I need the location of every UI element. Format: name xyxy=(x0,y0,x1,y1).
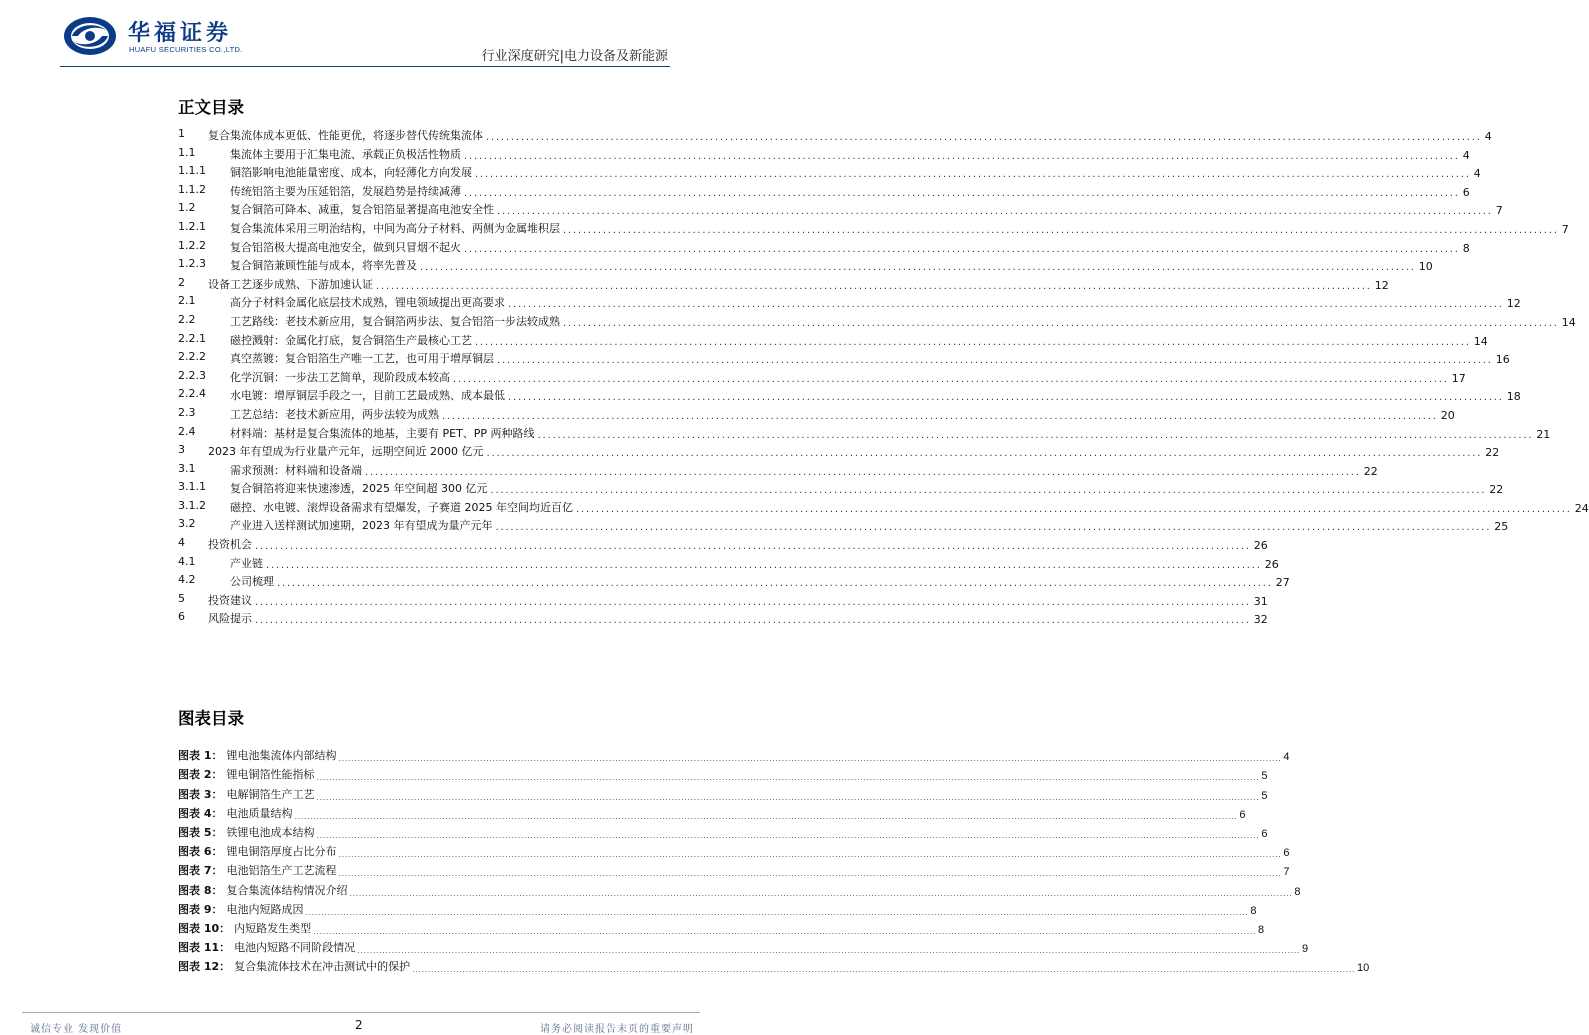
figure-entry-page: 8 xyxy=(1258,923,1265,936)
dot-leader: ............................................................................................................................................................................................................................................................................................................ xyxy=(316,773,1260,783)
dot-leader: ............................................................................................................................................................................................................................................................................................................ xyxy=(305,907,1249,917)
figure-list-heading: 图表目录 xyxy=(178,709,244,728)
dot-leader: ............................................................................................................................................................................................................................................................................................................ xyxy=(338,754,1282,764)
toc-entry-number: 4 xyxy=(178,536,185,550)
toc-entry-number: 2 xyxy=(178,275,185,289)
toc-entry-page: 7 xyxy=(1495,204,1503,218)
dot-leader: ........................................................................................................................................................................................................ xyxy=(464,187,1460,199)
toc-entry-number: 2.1 xyxy=(178,294,196,308)
toc-entry-title: 水电镀：增厚铜层手段之一，目前工艺最成熟、成本最低 xyxy=(230,389,505,403)
toc-entry[interactable] xyxy=(178,404,1455,423)
figure-entry-title: 锂电铜箔性能指标 xyxy=(226,768,315,782)
toc-entry-title: 设备工艺逐步成熟、下游加速认证 xyxy=(208,277,373,291)
figure-list xyxy=(178,744,1370,975)
figure-entry[interactable] xyxy=(178,802,1246,821)
toc-entry-page: 14 xyxy=(1561,315,1576,329)
dot-leader: ........................................................................................................................................................................................................ xyxy=(497,206,1493,218)
toc-entry[interactable] xyxy=(178,274,1389,293)
figure-entry-label: 图表 9： xyxy=(178,902,223,916)
toc-entry-number: 3.1.1 xyxy=(178,480,206,494)
toc-entry-number: 1.2.3 xyxy=(178,257,206,271)
toc-entry[interactable] xyxy=(178,497,1589,516)
toc-entry[interactable] xyxy=(178,330,1488,349)
toc-entry[interactable] xyxy=(178,162,1481,181)
figure-entry-label: 图表 1： xyxy=(178,749,223,763)
toc-entry-title: 传统铝箔主要为压延铝箔，发展趋势是持续减薄 xyxy=(230,184,461,198)
toc-entry-title: 需求预测：材料端和设备端 xyxy=(230,463,362,477)
toc-entry[interactable] xyxy=(178,125,1492,144)
toc-entry-page: 6 xyxy=(1462,185,1470,199)
toc-entry[interactable] xyxy=(178,460,1378,479)
toc-entry-page: 8 xyxy=(1462,241,1470,255)
toc-entry-title: 复合铝箔极大提高电池安全，做到只冒烟不起火 xyxy=(230,240,461,254)
figure-entry-title: 复合集流体结构情况介绍 xyxy=(226,883,348,897)
footer-divider xyxy=(22,1012,700,1013)
dot-leader: ........................................................................................................................................................................................................ xyxy=(255,541,1251,553)
toc-entry[interactable] xyxy=(178,553,1279,572)
dot-leader: ........................................................................................................................................................................................................ xyxy=(537,429,1534,441)
toc-entry-title: 集流体主要用于汇集电流、承载正负极活性物质 xyxy=(230,147,461,161)
dot-leader: ........................................................................................................................................................................................................ xyxy=(453,373,1449,385)
dot-leader: ........................................................................................................................................................................................................ xyxy=(486,132,1482,143)
header-divider xyxy=(60,66,670,67)
toc-entry[interactable] xyxy=(178,385,1521,404)
toc-entry-number: 1.1.1 xyxy=(178,164,206,178)
toc-entry-number: 2.2.2 xyxy=(178,350,206,364)
figure-entry-label: 图表 3： xyxy=(178,787,223,801)
toc-entry[interactable] xyxy=(178,571,1290,590)
figure-entry-title: 电池内短路成因 xyxy=(226,902,304,916)
toc-entry[interactable] xyxy=(178,534,1268,553)
toc-entry-page: 22 xyxy=(1485,446,1500,460)
dot-leader: ........................................................................................................................................................................................................ xyxy=(376,280,1372,292)
dot-leader: ........................................................................................................................................................................................................ xyxy=(563,224,1559,236)
toc-entry-title: 复合集流体成本更低、性能更优，将逐步替代传统集流体 xyxy=(208,129,483,142)
toc-entry[interactable] xyxy=(178,367,1466,386)
figure-entry-label: 图表 8： xyxy=(178,883,223,897)
toc-entry[interactable] xyxy=(178,515,1509,534)
toc-entry-page: 22 xyxy=(1489,483,1504,497)
figure-entry-label: 图表 6： xyxy=(178,845,223,859)
dot-leader: ........................................................................................................................................................................................................ xyxy=(420,262,1416,274)
toc-entry-number: 3 xyxy=(178,443,185,457)
dot-leader: ........................................................................................................................................................................................................ xyxy=(255,596,1251,608)
figure-entry-label: 图表 12： xyxy=(178,960,231,974)
dot-leader: ........................................................................................................................................................................................................ xyxy=(576,503,1572,515)
toc-entry[interactable] xyxy=(178,590,1268,609)
toc-entry[interactable] xyxy=(178,237,1470,256)
toc-entry-number: 2.2.1 xyxy=(178,331,206,345)
toc-entry-page: 7 xyxy=(1561,222,1569,236)
figure-entry-page: 8 xyxy=(1250,904,1257,917)
toc-entry-page: 10 xyxy=(1418,260,1433,274)
footer-slogan: 诚信专业 发现价值 xyxy=(30,1024,123,1035)
dot-leader: ........................................................................................................................................................................................................ xyxy=(475,336,1471,348)
dot-leader: ........................................................................................................................................................................................................ xyxy=(442,410,1438,422)
figure-entry-page: 9 xyxy=(1302,943,1309,956)
toc-entry-number: 2.2 xyxy=(178,312,196,326)
toc-entry-number: 1.2.1 xyxy=(178,219,206,233)
toc-entry-number: 1.2.2 xyxy=(178,238,206,252)
toc-entry-title: 复合铜箔将迎来快速渗透，2025 年空间超 300 亿元 xyxy=(230,482,488,496)
toc-entry[interactable] xyxy=(178,441,1500,460)
toc-entry-title: 产业链 xyxy=(230,556,263,570)
toc-entry-number: 5 xyxy=(178,591,185,605)
dot-leader: ............................................................................................................................................................................................................................................................................................................ xyxy=(316,792,1260,802)
figure-entry-page: 8 xyxy=(1294,885,1301,898)
footer-disclaimer: 请务必阅读报告末页的重要声明 xyxy=(540,1024,694,1035)
toc-entry-page: 4 xyxy=(1473,167,1481,181)
company-name-cn: 华福证券 xyxy=(128,20,233,46)
toc-entry[interactable] xyxy=(178,255,1433,274)
dot-leader: ............................................................................................................................................................................................................................................................................................................ xyxy=(357,946,1301,956)
figure-entry-page: 4 xyxy=(1283,751,1290,764)
dot-leader: ........................................................................................................................................................................................................ xyxy=(255,615,1251,627)
figure-entry[interactable] xyxy=(178,955,1370,975)
company-name-en: HUAFU SECURITIES CO.,LTD. xyxy=(129,45,243,54)
figure-entry[interactable] xyxy=(178,782,1268,802)
toc-entry-number: 2.4 xyxy=(178,424,196,438)
figure-entry-title: 锂电铜箔厚度占比分布 xyxy=(226,845,337,859)
figure-entry[interactable] xyxy=(178,859,1290,879)
toc-entry-page: 26 xyxy=(1253,539,1268,553)
dot-leader: ........................................................................................................................................................................................................ xyxy=(486,448,1483,460)
toc-entry-page: 25 xyxy=(1494,520,1509,534)
figure-entry-page: 7 xyxy=(1283,866,1290,879)
toc-entry-title: 公司梳理 xyxy=(230,575,274,589)
figure-entry-page: 6 xyxy=(1283,847,1290,860)
figure-entry-page: 10 xyxy=(1357,962,1370,975)
figure-entry-title: 内短路发生类型 xyxy=(234,921,312,935)
toc-entry-title: 产业进入送样测试加速期，2023 年有望成为量产元年 xyxy=(230,519,493,533)
toc-entry-number: 3.2 xyxy=(178,517,196,531)
page-number: 2 xyxy=(355,1018,363,1032)
toc-entry-title: 复合铜箔可降本、减重，复合铝箔显著提高电池安全性 xyxy=(230,203,494,217)
toc-entry-title: 风险提示 xyxy=(208,612,252,626)
dot-leader: ........................................................................................................................................................................................................ xyxy=(563,317,1559,329)
toc-entry-number: 2.3 xyxy=(178,405,196,419)
toc-entry-page: 12 xyxy=(1374,278,1389,292)
toc-entry-number: 2.2.3 xyxy=(178,368,206,382)
dot-leader: ........................................................................................................................................................................................................ xyxy=(490,485,1487,497)
toc-entry-title: 真空蒸镀：复合铝箔生产唯一工艺，也可用于增厚铜层 xyxy=(230,352,494,366)
toc-entry-page: 16 xyxy=(1495,353,1510,367)
figure-entry-title: 电池铝箔生产工艺流程 xyxy=(226,864,337,878)
toc-entry-number: 2.2.4 xyxy=(178,387,206,401)
toc-entry-title: 投资机会 xyxy=(208,538,252,552)
dot-leader: ............................................................................................................................................................................................................................................................................................................ xyxy=(349,888,1293,898)
figure-entry[interactable] xyxy=(178,821,1268,840)
toc-entry-title: 工艺路线：老技术新应用，复合铜箔两步法、复合铝箔一步法较成熟 xyxy=(230,314,560,328)
report-category: 行业深度研究|电力设备及新能源 xyxy=(481,49,668,64)
figure-entry-page: 5 xyxy=(1261,770,1268,783)
toc-entry-title: 化学沉铜：一步法工艺简单，现阶段成本较高 xyxy=(230,370,450,384)
figure-entry-label: 图表 5： xyxy=(178,825,223,839)
toc-entry-page: 24 xyxy=(1574,501,1589,515)
dot-leader: ............................................................................................................................................................................................................................................................................................................ xyxy=(316,830,1260,840)
toc-entry-title: 投资建议 xyxy=(208,593,252,607)
table-of-contents xyxy=(178,125,1589,627)
dot-leader: ........................................................................................................................................................................................................ xyxy=(508,392,1504,404)
toc-entry-page: 18 xyxy=(1506,390,1521,404)
toc-entry-page: 21 xyxy=(1536,427,1551,441)
toc-entry-number: 6 xyxy=(178,610,185,624)
dot-leader: ........................................................................................................................................................................................................ xyxy=(365,466,1361,478)
figure-entry-title: 锂电池集流体内部结构 xyxy=(226,749,337,763)
toc-entry-page: 32 xyxy=(1253,613,1268,627)
toc-entry[interactable] xyxy=(178,478,1504,497)
toc-entry[interactable] xyxy=(178,218,1569,237)
figure-entry-title: 电池质量结构 xyxy=(226,806,293,820)
dot-leader: ........................................................................................................................................................................................................ xyxy=(464,150,1460,162)
toc-entry[interactable] xyxy=(178,144,1470,163)
toc-entry[interactable] xyxy=(178,348,1510,367)
dot-leader: ............................................................................................................................................................................................................................................................................................................ xyxy=(338,850,1282,860)
figure-entry[interactable] xyxy=(178,744,1290,764)
toc-entry-number: 3.1 xyxy=(178,461,196,475)
toc-entry-title: 工艺总结：老技术新应用，两步法较为成熟 xyxy=(230,407,439,421)
toc-entry-number: 1.1.2 xyxy=(178,182,206,196)
toc-entry-page: 26 xyxy=(1264,557,1279,571)
toc-heading: 正文目录 xyxy=(178,98,244,117)
toc-entry-title: 2023 年有望成为行业量产元年，远期空间近 2000 亿元 xyxy=(208,445,484,459)
figure-entry[interactable] xyxy=(178,898,1257,917)
figure-entry-title: 电池内短路不同阶段情况 xyxy=(234,941,356,955)
toc-entry-title: 复合集流体采用三明治结构，中间为高分子材料、两侧为金属堆积层 xyxy=(230,221,560,235)
toc-entry-page: 27 xyxy=(1275,576,1290,590)
toc-entry[interactable] xyxy=(178,181,1470,200)
toc-entry[interactable] xyxy=(178,423,1551,442)
toc-entry-page: 12 xyxy=(1506,297,1521,311)
toc-entry-page: 14 xyxy=(1473,334,1488,348)
toc-entry[interactable] xyxy=(178,292,1521,311)
figure-entry-title: 电解铜箔生产工艺 xyxy=(226,787,315,801)
figure-entry-label: 图表 4： xyxy=(178,806,223,820)
figure-entry[interactable] xyxy=(178,936,1309,956)
dot-leader: ............................................................................................................................................................................................................................................................................................................ xyxy=(412,965,1356,975)
figure-entry-title: 铁锂电池成本结构 xyxy=(226,825,315,839)
dot-leader: ........................................................................................................................................................................................................ xyxy=(497,355,1493,367)
dot-leader: ............................................................................................................................................................................................................................................................................................................ xyxy=(338,869,1282,879)
dot-leader: ........................................................................................................................................................................................................ xyxy=(508,299,1504,311)
toc-entry-number: 1.2 xyxy=(178,201,196,215)
dot-leader: ........................................................................................................................................................................................................ xyxy=(464,243,1460,255)
toc-entry[interactable] xyxy=(178,199,1503,218)
toc-entry-page: 4 xyxy=(1484,130,1492,143)
figure-entry-label: 图表 7： xyxy=(178,864,223,878)
toc-entry-page: 22 xyxy=(1363,464,1378,478)
dot-leader: ............................................................................................................................................................................................................................................................................................................ xyxy=(294,811,1238,821)
toc-entry[interactable] xyxy=(178,608,1268,627)
toc-entry-page: 20 xyxy=(1440,408,1455,422)
toc-entry-title: 高分子材料金属化底层技术成熟，锂电领域提出更高要求 xyxy=(230,296,505,310)
figure-entry-title: 复合集流体技术在冲击测试中的保护 xyxy=(234,960,411,974)
dot-leader: ........................................................................................................................................................................................................ xyxy=(277,578,1273,590)
toc-entry-title: 复合铜箔兼顾性能与成本，将率先普及 xyxy=(230,259,417,273)
dot-leader: ........................................................................................................................................................................................................ xyxy=(495,522,1492,534)
page-header xyxy=(0,0,724,70)
toc-entry-title: 磁控溅射：金属化打底，复合铜箔生产最核心工艺 xyxy=(230,333,472,347)
figure-entry[interactable] xyxy=(178,763,1268,783)
dot-leader: ............................................................................................................................................................................................................................................................................................................ xyxy=(313,926,1257,936)
huafu-logo-icon xyxy=(62,14,118,58)
toc-entry-title: 材料端：基材是复合集流体的地基，主要有 PET、PP 两种路线 xyxy=(230,426,535,440)
dot-leader: ........................................................................................................................................................................................................ xyxy=(475,169,1471,181)
toc-entry-number: 3.1.2 xyxy=(178,498,206,512)
figure-entry[interactable] xyxy=(178,840,1290,860)
toc-entry-title: 磁控、水电镀、滚焊设备需求有望爆发，子赛道 2025 年空间均近百亿 xyxy=(230,500,573,514)
figure-entry[interactable] xyxy=(178,878,1301,898)
toc-entry-number: 1.1 xyxy=(178,145,196,159)
figure-entry-label: 图表 11： xyxy=(178,941,231,955)
toc-entry-number: 1 xyxy=(178,127,185,140)
toc-entry-page: 31 xyxy=(1253,594,1268,608)
figure-entry-page: 5 xyxy=(1261,789,1268,802)
figure-entry-label: 图表 2： xyxy=(178,768,223,782)
figure-entry[interactable] xyxy=(178,917,1265,936)
figure-entry-page: 6 xyxy=(1239,808,1246,821)
toc-entry-title: 铜箔影响电池能量密度、成本，向轻薄化方向发展 xyxy=(230,166,472,180)
toc-entry-number: 4.2 xyxy=(178,573,196,587)
toc-entry-page: 4 xyxy=(1462,148,1470,162)
figure-entry-page: 6 xyxy=(1261,827,1268,840)
dot-leader: ........................................................................................................................................................................................................ xyxy=(266,559,1262,571)
toc-entry-number: 4.1 xyxy=(178,554,196,568)
toc-entry[interactable] xyxy=(178,311,1576,330)
figure-entry-label: 图表 10： xyxy=(178,921,231,935)
toc-entry-page: 17 xyxy=(1451,371,1466,385)
